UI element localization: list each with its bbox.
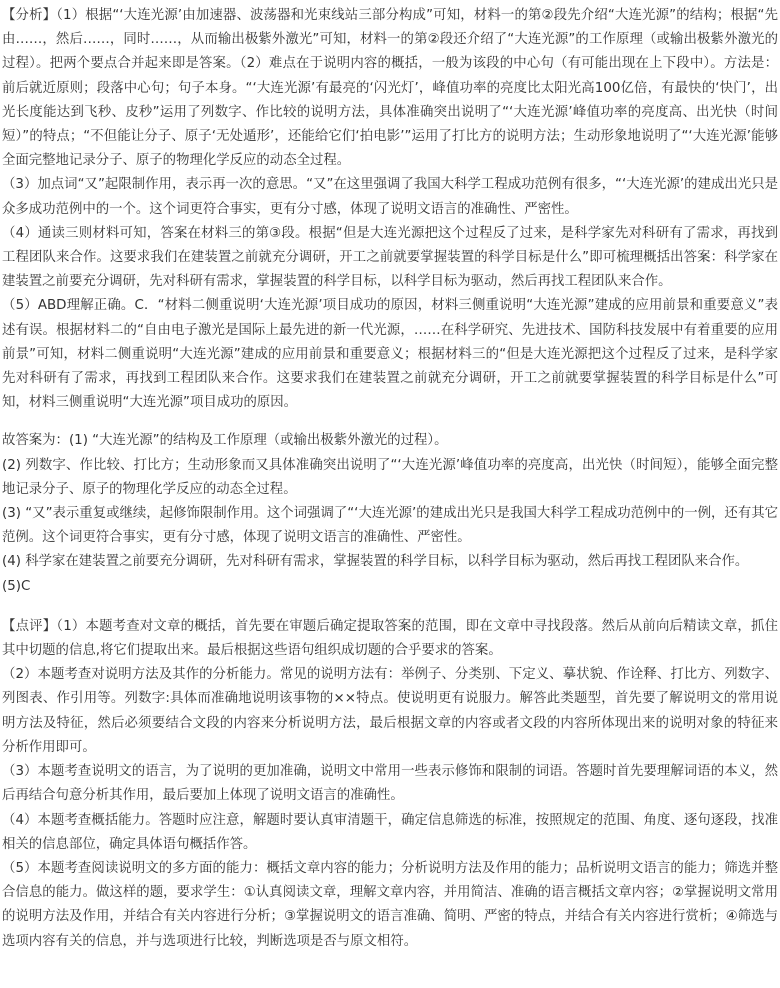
answer-line-5: (5)C	[2, 578, 31, 594]
analysis-paragraph-1-2: 【分析】（1）根据“‘大连光源’由加速器、波荡器和光束线站三部分构成”可知，材料一的第②段先介绍“大连光源”的结构；根据“先由……，然后……，同时……，从而输出极紫外激光”可知，材料一的第②段还介绍了“大连光源”的工作原理（或输出极紫外激光的过程）。把两个要点合并起来即是答案。（2）难点在于说明内容的概括，一般为该段的中心句（有可能出现在上下段中）。方法是：前后就近原则；段落中心句；句子本身。“‘大连光源’有最亮的‘闪光灯’，峰值功率的亮度比太阳光高100亿倍，有最快的‘快门’，出光长度能达到飞秒、皮秒”运用了列数字、作比较的说明方法，具体准确突出说明了“‘大连光源’峰值功率的亮度高、出光快（时间短）”的特点；“不但能让分子、原子‘无处遁形’，还能给它们‘拍电影’”运用了打比方的说明方法；生动形象地说明了“‘大连光源’能够全面完整地记录分子、原子的物理化学反应的动态全过程。	[2, 8, 778, 169]
comment-paragraph-1: 【点评】（1）本题考查对文章的概括，首先要在审题后确定提取答案的范围，即在文章中寻找段落。然后从前向后精读文章，抓住其中切题的信息,将它们提取出来。最后根据这些语句组织成切题的合乎要求的答案。	[2, 618, 778, 659]
analysis-section	[2, 4, 778, 415]
analysis-paragraph-3: （3）加点词“又”起限制作用，表示再一次的意思。“又”在这里强调了我国大科学工程成功范例有很多，“‘大连光源’的建成出光只是众多成功范例中的一个。这个词更符合事实，更有分寸感，体现了说明文语言的准确性、严密性。	[2, 177, 778, 217]
comment-section	[2, 615, 778, 954]
analysis-paragraph-4: （4）通读三则材料可知，答案在材料三的第③段。根据“但是大连光源把这个过程反了过来，是科学家先对科研有了需求，再找到工程团队来合作。这要求我们在建装置之前就充分调研，开工之前就要掌握装置的科学目标是什么”即可梳理概括出答案：科学家在建装置之前要充分调研，先对科研有需求，掌握装置的科学目标，以科学目标为驱动，然后再找工程团队来合作。	[2, 225, 778, 290]
comment-paragraph-4: （4）本题考查概括能力。答题时应注意，解题时要认真审清题干，确定信息筛选的标准，按照规定的范围、角度、逐句逐段，找准相关的信息部位，确定具体语句概括作答。	[2, 812, 778, 852]
section-gap	[2, 415, 778, 429]
answer-line-2: (2) 列数字、作比较、打比方；生动形象而又具体准确突出说明了“‘大连光源’峰值功率的亮度高，出光快（时间短），能够全面完整地记录分子、原子的物理化学反应的动态全过程。	[2, 457, 778, 497]
comment-paragraph-3: （3）本题考查说明文的语言，为了说明的更加准确，说明文中常用一些表示修饰和限制的词语。答题时首先要理解词语的本义，然后再结合句意分析其作用，最后要加上体现了说明文语言的准确性。	[2, 764, 778, 804]
analysis-paragraph-5: （5）ABD理解正确。C．“材料二侧重说明‘大连光源’项目成功的原因，材料三侧重说明“大连光源”建成的应用前景和重要意义”表述有误。根据材料二的“自由电子激光是国际上最先进的新一代光源，……在科学研究、先进技术、国防科技发展中有着重要的应用前景”可知，材料二侧重说明“大连光源”建成的应用前景和重要意义；根据材料三的“但是大连光源把这个过程反了过来，是科学家先对科研有了需求，再找到工程团队来合作。这要求我们在建装置之前就充分调研，开工之前就要掌握装置的科学目标是什么”可知，材料三侧重说明“大连光源”项目成功的原因。	[2, 298, 778, 411]
answer-line-1: 故答案为：(1) “大连光源”的结构及工作原理（或输出极紫外激光的过程）。	[2, 433, 448, 449]
comment-paragraph-2: （2）本题考查对说明方法及其作的分析能力。常见的说明方法有：举例子、分类别、下定义、摹状貌、作诠释、打比方、列数字、列图表、作引用等。列数字:具体而准确地说明该事物的××特点。使说明更有说服力。解答此类题型，首先要了解说明文的常用说明方法及特征，然后必须要结合文段的内容来分析说明方法，最后根据文章的内容或者文段的内容所体现出来的说明对象的特征来分析作用即可。	[2, 667, 778, 755]
section-gap	[2, 599, 778, 615]
answer-section	[2, 429, 778, 598]
answer-line-4: (4) 科学家在建装置之前要充分调研，先对科研有需求，掌握装置的科学目标，以科学目标为驱动，然后再找工程团队来合作。	[2, 554, 749, 570]
answer-line-3: (3) “又”表示重复或继续，起修饰限制作用。这个词强调了“‘大连光源’的建成出光只是我国大科学工程成功范例中的一例，还有其它范例。这个词更符合事实，更有分寸感，体现了说明文语言的准确性、严密性。	[2, 506, 778, 546]
comment-paragraph-5: （5）本题考查阅读说明文的多方面的能力：概括文章内容的能力；分析说明方法及作用的能力；品析说明文语言的能力；筛选并整合信息的能力。做这样的题，要求学生：①认真阅读文章，理解文章内容，并用简洁、准确的语言概括文章内容；②掌握说明文常用的说明方法及作用，并结合有关内容进行分析；③掌握说明文的语言准确、简明、严密的特点，并结合有关内容进行赏析；④筛选与选项内容有关的信息，并与选项进行比较，判断选项是否与原文相符。	[2, 860, 778, 949]
